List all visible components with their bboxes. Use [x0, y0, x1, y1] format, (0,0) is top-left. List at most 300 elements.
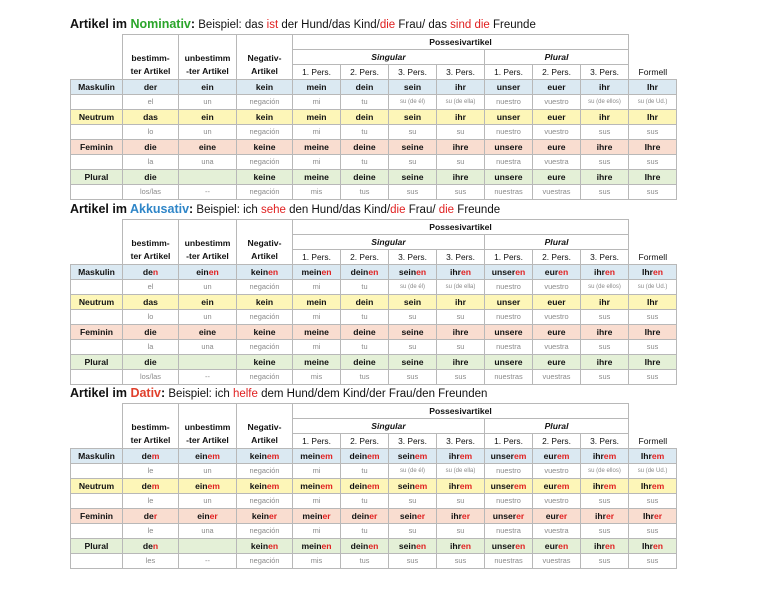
corner-cell	[71, 404, 123, 419]
row-neutrum-translation	[71, 125, 677, 140]
row-label-empty	[71, 494, 123, 509]
article-cell	[581, 479, 629, 494]
translation-cell: negación	[237, 340, 293, 355]
translation-cell: su	[389, 494, 437, 509]
corner-cell	[71, 35, 123, 50]
row-neutrum	[71, 110, 677, 125]
example-text: der Hund/das Kind/	[278, 19, 380, 31]
article-ending: em	[651, 481, 665, 491]
article-cell	[179, 479, 237, 494]
article-stem: eure	[547, 172, 566, 182]
article-ending: em	[459, 481, 473, 491]
translation-cell: su	[389, 155, 437, 170]
translation-cell: vuestro	[533, 95, 581, 110]
article-stem: das	[143, 112, 158, 122]
translation-cell: mis	[293, 185, 341, 200]
translation-cell: mi	[293, 494, 341, 509]
article-cell	[293, 479, 341, 494]
row-feminin	[71, 140, 677, 155]
article-cell	[341, 449, 389, 464]
translation-cell: vuestra	[533, 524, 581, 539]
translation-cell: el	[123, 280, 179, 295]
translation-cell: sus	[629, 185, 677, 200]
article-stem: ihr	[455, 82, 466, 92]
row-label: Plural	[71, 170, 123, 185]
example-text: helfe	[232, 388, 258, 400]
translation-cell: tu	[341, 464, 389, 479]
translation-cell: mi	[293, 95, 341, 110]
translation-cell: vuestras	[533, 370, 581, 385]
row-label-empty	[71, 185, 123, 200]
translation-cell: una	[179, 340, 237, 355]
article-stem: Ihr	[647, 82, 659, 92]
translation-cell: negación	[237, 155, 293, 170]
translation-cell: tu	[341, 494, 389, 509]
translation-cell: un	[179, 464, 237, 479]
translation-cell: tus	[341, 185, 389, 200]
example-text: Beispiel: ich	[168, 388, 233, 400]
translation-cell: mi	[293, 155, 341, 170]
article-stem: dein	[355, 297, 374, 307]
article-stem: ein	[201, 82, 214, 92]
example-text: ist	[266, 19, 279, 31]
person-header: 1. Pers.	[485, 250, 533, 265]
translation-cell: vuestro	[533, 494, 581, 509]
translation-cell: mis	[293, 554, 341, 569]
article-ending: en	[605, 267, 616, 277]
translation-cell: nuestro	[485, 95, 533, 110]
article-stem: keine	[253, 357, 276, 367]
translation-cell: una	[179, 524, 237, 539]
article-cell	[437, 509, 485, 524]
translation-cell: su	[389, 340, 437, 355]
article-stem: unsere	[494, 357, 523, 367]
col-negativ-header	[237, 220, 293, 265]
article-cell	[485, 80, 533, 95]
translation-cell: mi	[293, 310, 341, 325]
translation-cell: --	[179, 554, 237, 569]
article-cell	[629, 110, 677, 125]
row-label: Feminin	[71, 325, 123, 340]
translation-cell: sus	[581, 370, 629, 385]
article-stem: sein	[398, 541, 417, 551]
person-header: 2. Pers.	[533, 65, 581, 80]
person-header: 1. Pers.	[485, 434, 533, 449]
row-label-empty	[71, 464, 123, 479]
title-lead	[70, 17, 195, 31]
article-cell	[389, 170, 437, 185]
col-bestimmt-header	[123, 35, 179, 80]
translation-cell: sus	[629, 125, 677, 140]
col-unbestimmt-header	[179, 220, 237, 265]
translation-cell: nuestro	[485, 280, 533, 295]
header-row-1	[71, 220, 677, 235]
article-ending: m	[151, 481, 160, 491]
article-cell	[629, 295, 677, 310]
translation-cell: sus	[581, 155, 629, 170]
row-label: Plural	[71, 355, 123, 370]
article-stem: meine	[304, 357, 329, 367]
article-ending: en	[460, 267, 471, 277]
article-ending: er	[269, 511, 278, 521]
header-line: ter Artikel	[130, 251, 171, 261]
translation-cell: --	[179, 185, 237, 200]
blank-cell	[629, 50, 677, 65]
translation-cell: su	[389, 310, 437, 325]
row-neutrum-translation	[71, 494, 677, 509]
translation-cell: un	[179, 95, 237, 110]
row-label: Plural	[71, 539, 123, 554]
col-unbestimmt-header	[179, 35, 237, 80]
article-cell	[341, 140, 389, 155]
article-stem: kein	[249, 451, 267, 461]
article-cell	[581, 509, 629, 524]
article-stem: eine	[198, 327, 217, 337]
article-cell	[123, 355, 179, 370]
article-stem: ihre	[452, 327, 469, 337]
article-cell	[123, 479, 179, 494]
article-stem: mein	[301, 541, 322, 551]
translation-cell: su	[389, 125, 437, 140]
corner-cell	[71, 235, 123, 250]
translation-cell: tu	[341, 310, 389, 325]
article-ending: en	[368, 267, 379, 277]
translation-cell: vuestro	[533, 125, 581, 140]
article-stem: meine	[304, 142, 329, 152]
translation-cell: nuestro	[485, 464, 533, 479]
article-cell	[341, 265, 389, 280]
article-cell	[629, 479, 677, 494]
article-stem: keine	[253, 172, 276, 182]
article-ending: en	[416, 267, 427, 277]
article-stem: de	[142, 541, 153, 551]
translation-cell: un	[179, 280, 237, 295]
translation-cell: sus	[581, 340, 629, 355]
article-stem: das	[143, 297, 158, 307]
translation-cell: negación	[237, 280, 293, 295]
translation-cell: sus	[581, 310, 629, 325]
article-stem: deine	[353, 327, 376, 337]
article-cell	[293, 170, 341, 185]
translation-cell: sus	[629, 370, 677, 385]
article-stem: ihre	[596, 142, 613, 152]
row-feminin	[71, 325, 677, 340]
person-header: 3. Pers.	[581, 65, 629, 80]
example-text: Freunde	[454, 204, 501, 216]
article-cell	[389, 110, 437, 125]
person-header: 2. Pers.	[341, 65, 389, 80]
article-cell	[237, 509, 293, 524]
article-cell	[533, 170, 581, 185]
article-stem: de	[141, 481, 152, 491]
col-negativ-header	[237, 404, 293, 449]
article-cell	[179, 509, 237, 524]
article-cell	[389, 265, 437, 280]
article-stem: ihre	[596, 172, 613, 182]
translation-cell: su (de él)	[389, 95, 437, 110]
article-cell	[179, 110, 237, 125]
article-stem: ein	[196, 267, 209, 277]
row-label-empty	[71, 310, 123, 325]
person-header: 2. Pers.	[341, 250, 389, 265]
person-header: 2. Pers.	[533, 250, 581, 265]
section-dativ	[70, 383, 677, 569]
article-ending: m	[151, 451, 160, 461]
article-stem: unsere	[494, 142, 523, 152]
translation-cell: nuestra	[485, 155, 533, 170]
formell-header: Formell	[638, 251, 668, 262]
blank-cell	[629, 404, 677, 419]
translation-cell: negación	[237, 464, 293, 479]
article-cell	[123, 539, 179, 554]
article-cell	[437, 80, 485, 95]
article-stem: die	[144, 172, 157, 182]
article-cell	[485, 170, 533, 185]
article-stem: sein	[403, 82, 422, 92]
translation-cell: su	[437, 494, 485, 509]
translation-cell: mis	[293, 370, 341, 385]
row-label-empty	[71, 155, 123, 170]
translation-cell: tu	[341, 155, 389, 170]
row-maskulin-translation	[71, 95, 677, 110]
article-cell	[237, 479, 293, 494]
article-cell	[485, 265, 533, 280]
translation-cell: nuestra	[485, 340, 533, 355]
translation-cell: nuestras	[485, 370, 533, 385]
article-cell	[293, 325, 341, 340]
row-neutrum	[71, 479, 677, 494]
article-cell	[485, 140, 533, 155]
article-cell	[629, 140, 677, 155]
article-ending: er	[369, 511, 378, 521]
row-label: Feminin	[71, 140, 123, 155]
article-stem: deine	[353, 357, 376, 367]
article-stem: ihr	[448, 481, 460, 491]
article-stem: meine	[304, 327, 329, 337]
header-row-1	[71, 404, 677, 419]
article-stem: Ihr	[647, 112, 659, 122]
article-ending: em	[207, 481, 220, 491]
article-table	[70, 403, 677, 569]
translation-cell: negación	[237, 554, 293, 569]
article-cell	[237, 539, 293, 554]
example-text: die	[438, 204, 455, 216]
article-stem: ihre	[596, 357, 613, 367]
article-cell	[389, 539, 437, 554]
row-label: Neutrum	[71, 295, 123, 310]
article-cell	[123, 170, 179, 185]
article-cell	[341, 325, 389, 340]
article-cell	[485, 110, 533, 125]
header-line: bestimm-	[131, 53, 170, 63]
article-stem: sein	[403, 112, 422, 122]
row-maskulin	[71, 265, 677, 280]
article-stem: eur	[544, 541, 559, 551]
translation-cell: nuestro	[485, 125, 533, 140]
article-stem: seine	[401, 172, 424, 182]
article-stem: ihr	[599, 297, 611, 307]
article-cell	[123, 140, 179, 155]
case-name: Dativ	[130, 386, 162, 400]
article-cell	[437, 140, 485, 155]
header-line: unbestimm	[184, 238, 231, 248]
article-stem: kein	[255, 297, 274, 307]
translation-cell: negación	[237, 310, 293, 325]
person-header: 2. Pers.	[533, 434, 581, 449]
translation-cell: su (de ella)	[437, 280, 485, 295]
blank-cell	[629, 220, 677, 235]
translation-cell: sus	[437, 554, 485, 569]
article-stem: mein	[300, 481, 321, 491]
article-stem: ein	[201, 112, 214, 122]
corner-cell	[71, 419, 123, 434]
article-ending: r	[153, 511, 158, 521]
article-ending: en	[605, 541, 616, 551]
article-cell	[389, 449, 437, 464]
article-stem: die	[144, 357, 157, 367]
header-line: Negativ-	[247, 53, 282, 63]
article-cell	[293, 80, 341, 95]
translation-cell: lo	[123, 125, 179, 140]
article-cell	[533, 295, 581, 310]
article-ending: em	[320, 451, 333, 461]
article-cell	[123, 110, 179, 125]
row-plural-translation	[71, 185, 677, 200]
corner-cell	[71, 50, 123, 65]
article-cell	[293, 265, 341, 280]
translation-cell: negación	[237, 185, 293, 200]
article-cell	[179, 539, 237, 554]
article-ending: em	[320, 481, 333, 491]
article-ending: en	[515, 267, 526, 277]
translation-cell: su	[437, 310, 485, 325]
article-stem: de	[142, 267, 153, 277]
translation-cell: su	[437, 340, 485, 355]
article-stem: seine	[401, 142, 424, 152]
title-lead	[70, 202, 193, 216]
example-text: Frau/	[405, 204, 439, 216]
person-header: 2. Pers.	[341, 434, 389, 449]
article-ending: en	[460, 541, 471, 551]
translation-cell: sus	[581, 494, 629, 509]
example-text: Beispiel: ich	[196, 204, 261, 216]
article-ending: em	[367, 481, 380, 491]
row-plural-translation	[71, 554, 677, 569]
header-line: Artikel	[251, 435, 278, 445]
person-header: 3. Pers.	[581, 250, 629, 265]
article-cell	[293, 509, 341, 524]
article-cell	[581, 110, 629, 125]
article-ending: en	[653, 267, 664, 277]
article-stem: euer	[547, 82, 566, 92]
translation-cell: tu	[341, 280, 389, 295]
article-cell	[123, 80, 179, 95]
article-stem: die	[144, 142, 157, 152]
article-stem: ihr	[594, 511, 606, 521]
translation-cell: su (de ella)	[437, 95, 485, 110]
article-cell	[581, 449, 629, 464]
translation-cell: negación	[237, 494, 293, 509]
article-stem: sein	[397, 481, 415, 491]
article-cell	[237, 449, 293, 464]
article-stem: unser	[496, 112, 521, 122]
article-cell	[237, 170, 293, 185]
article-stem: unser	[491, 541, 516, 551]
corner-cell	[71, 65, 123, 80]
article-cell	[437, 110, 485, 125]
article-stem: eur	[545, 511, 560, 521]
translation-cell: su (de él)	[389, 464, 437, 479]
article-ending: em	[414, 481, 428, 491]
corner-cell	[71, 250, 123, 265]
translation-cell: los/las	[123, 185, 179, 200]
article-ending: n	[152, 267, 159, 277]
case-name: Akkusativ	[129, 202, 190, 216]
title-colon: :	[161, 386, 166, 400]
article-stem: eur	[544, 267, 559, 277]
article-ending: en	[208, 267, 219, 277]
row-label-empty	[71, 524, 123, 539]
article-stem: ihr	[455, 297, 466, 307]
article-stem: ihr	[592, 451, 604, 461]
article-ending: em	[414, 451, 428, 461]
article-stem: kein	[255, 82, 274, 92]
example-text: die	[474, 19, 490, 31]
header-line: unbestimm	[184, 53, 231, 63]
article-cell	[179, 325, 237, 340]
translation-cell: le	[123, 524, 179, 539]
translation-cell: sus	[629, 524, 677, 539]
title-colon: :	[190, 17, 196, 31]
article-stem: unser	[492, 511, 517, 521]
person-header: 3. Pers.	[389, 65, 437, 80]
article-cell	[293, 449, 341, 464]
article-ending: em	[207, 451, 220, 461]
person-header: 3. Pers.	[389, 250, 437, 265]
article-stem: ein	[195, 481, 208, 491]
header-line: -ter Artikel	[186, 435, 229, 445]
header-row-1	[71, 35, 677, 50]
translation-cell: tus	[341, 554, 389, 569]
article-ending: em	[603, 481, 617, 491]
article-stem: kein	[255, 112, 274, 122]
article-cell	[629, 539, 677, 554]
article-ending: en	[515, 541, 526, 551]
article-ending: em	[603, 451, 617, 461]
translation-cell: vuestro	[533, 464, 581, 479]
possessiv-header: Possesivartikel	[293, 220, 629, 235]
article-table	[70, 219, 677, 385]
article-stem: eine	[198, 142, 217, 152]
article-cell	[341, 479, 389, 494]
article-stem: unser	[490, 451, 514, 461]
article-cell	[179, 295, 237, 310]
translation-cell: sus	[629, 554, 677, 569]
article-stem: ihr	[592, 481, 604, 491]
article-cell	[629, 80, 677, 95]
article-cell	[437, 295, 485, 310]
corner-cell	[71, 434, 123, 449]
article-cell	[533, 80, 581, 95]
article-stem: unsere	[494, 327, 523, 337]
person-header: 3. Pers.	[389, 434, 437, 449]
person-header: 3. Pers.	[437, 434, 485, 449]
header-line: Negativ-	[247, 238, 282, 248]
article-cell	[437, 479, 485, 494]
translation-cell: mi	[293, 464, 341, 479]
article-stem: Ihr	[640, 451, 652, 461]
article-cell	[533, 110, 581, 125]
